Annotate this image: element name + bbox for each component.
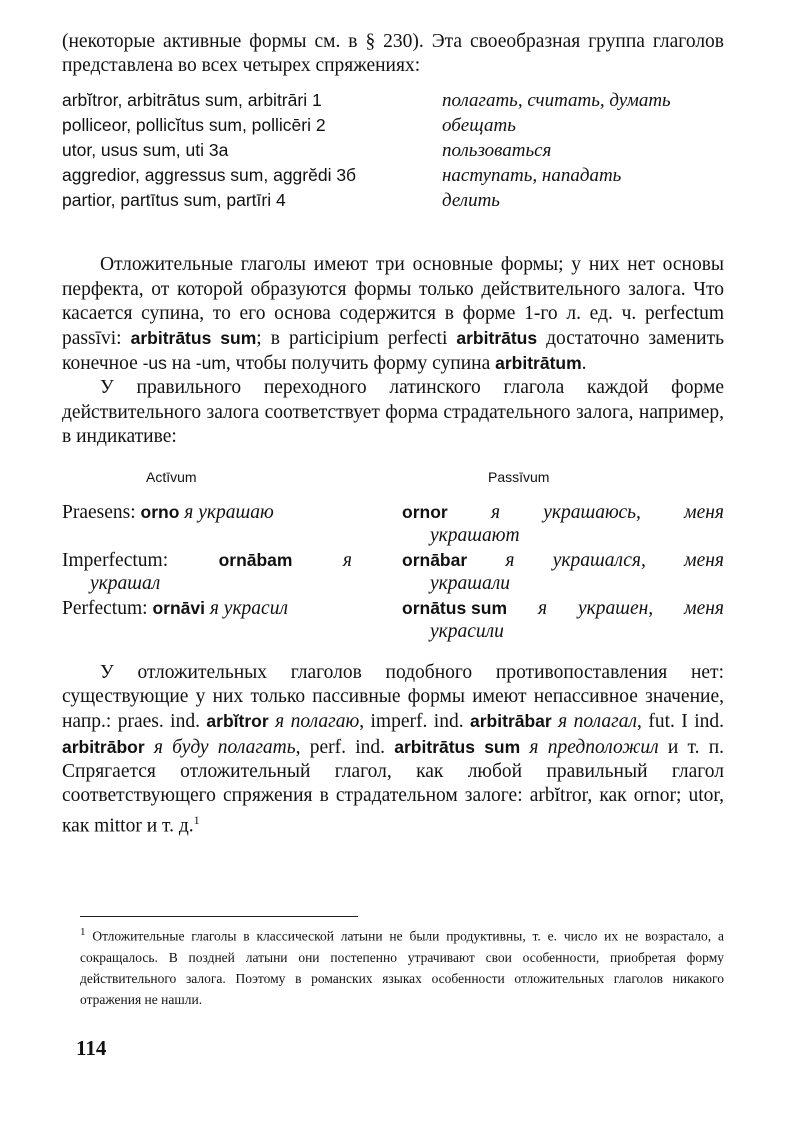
translation: украсили — [430, 621, 504, 643]
verb-row — [62, 90, 724, 115]
translation: украшаюсь, — [543, 502, 641, 524]
text-run: , imperf. ind. — [359, 711, 471, 733]
bold-term: arbitrātus sum — [130, 328, 257, 349]
term: -us — [142, 353, 167, 374]
verb-translation: пользоваться — [442, 140, 552, 162]
verb-latin: partior, partītus sum, partīri 4 — [62, 190, 286, 211]
latin-form: ornātus sum — [402, 598, 508, 619]
tense-label: Imperfectum: — [62, 550, 169, 572]
verb-translation: делить — [442, 190, 500, 212]
translation: я буду полагать — [144, 736, 296, 758]
translation: украшали — [430, 573, 510, 595]
latin-form: orno — [140, 502, 180, 523]
text-run: , perf. ind. — [295, 736, 395, 758]
bold-term: arbitrābar — [470, 711, 552, 732]
verb-translation: наступать, нападать — [442, 165, 622, 187]
translation: я предположил — [520, 736, 659, 758]
translation: я — [537, 598, 548, 620]
footnote-ref: 1 — [193, 813, 200, 828]
column-head-passive: Passīvum — [488, 469, 550, 486]
verb-row — [62, 165, 724, 190]
bold-term: arbitrātus — [456, 328, 538, 349]
text-run: на — [166, 353, 196, 375]
intro-line-1: (некоторые активные формы см. в § 230). Эта своеобразная — [62, 31, 581, 52]
translation: меня — [684, 598, 724, 620]
tense-label: Praesens: — [62, 502, 141, 524]
bold-term: arbitrābor — [62, 736, 145, 757]
active-perfectum — [62, 597, 352, 620]
tense-label: Perfectum: — [62, 598, 153, 620]
translation: украшал — [90, 573, 161, 595]
text-run: и т. п. Спрягается отложительный глагол, как любой правильный глагол соответствующего спряжения в страдательном залоге: arbĭtror, как ornor; utor, как mittor и т. д. — [62, 736, 725, 837]
bold-term: arbitrātum — [495, 353, 582, 374]
latin-form: ornāvi — [152, 598, 205, 619]
footnote-rule — [80, 916, 358, 917]
translation: украшался, — [552, 550, 646, 572]
latin-form: ornābar — [402, 550, 468, 571]
translation: я полагал — [551, 711, 638, 733]
verb-translation: полагать, считать, думать — [442, 90, 671, 112]
latin-form: ornābam — [218, 550, 293, 571]
text-run: . — [581, 353, 587, 375]
translation: я полагаю — [268, 711, 360, 733]
text-run: , чтобы получить форму супина — [225, 353, 496, 375]
intro-text — [62, 30, 724, 78]
page-number: 114 — [76, 1036, 107, 1060]
text-run: , fut. I ind. — [637, 711, 725, 733]
active-praesens — [62, 501, 352, 524]
text-run: ; в participium perfecti — [256, 328, 457, 350]
text-run: достаточно заменить конечное — [62, 328, 724, 375]
verb-row — [62, 190, 724, 215]
translation: меня — [684, 502, 724, 524]
verb-row — [62, 140, 724, 165]
verb-latin: utor, usus sum, uti 3a — [62, 140, 229, 161]
verb-translation: обещать — [442, 115, 516, 137]
translation: я украшаю — [184, 502, 274, 524]
translation: меня — [684, 550, 724, 572]
latin-form: ornor — [402, 502, 448, 523]
verb-latin: aggredior, aggressus sum, aggrĕdi 3б — [62, 165, 357, 186]
translation: украшен, — [577, 598, 654, 620]
bold-term: arbitrātus sum — [394, 736, 521, 757]
intro-line-2: группа глаголов представлена во всех четырех спряжениях: — [62, 31, 725, 77]
translation: украшают — [430, 525, 520, 547]
translation: я — [490, 502, 501, 524]
active-imperfectum — [62, 549, 352, 595]
translation: я — [342, 550, 352, 572]
page-body — [62, 30, 724, 839]
deponent-verbs-list — [62, 90, 724, 215]
passive-praesens — [402, 501, 724, 547]
paragraph-deponent-meaning — [62, 661, 724, 839]
verb-latin: arbĭtror, arbitrātus sum, arbitrāri 1 — [62, 90, 322, 111]
footnote-mark: 1 — [80, 926, 86, 938]
passive-imperfectum — [402, 549, 724, 595]
text-run: Отложительные глаголы имеют три основные формы; у них нет основы перфекта, от которой образуются формы только действительного залога. Что касается супина, то его основа содержится в форме 1-го л. ед. ч. perfectum passīvi: — [62, 254, 724, 350]
bold-term: arbĭtror — [206, 711, 269, 732]
term: -um — [195, 353, 226, 374]
verb-latin: polliceor, pollicĭtus sum, pollicēri 2 — [62, 115, 326, 136]
paragraph-forms — [62, 253, 724, 376]
translation: я — [505, 550, 515, 572]
paragraph-transitive: У правильного переходного латинского глагола каждой форме действительного залога соответствует форма страдательного залога, например, в индикативе: — [62, 377, 724, 447]
column-head-active: Actīvum — [146, 469, 197, 486]
footnote — [80, 922, 724, 1010]
translation: я украсил — [209, 598, 288, 620]
passive-perfectum — [402, 597, 724, 643]
conjugation-table — [62, 469, 724, 669]
text-run: У отложительных глаголов подобного противопоставления нет: существующие у них только пассивные формы имеют непассивное значение, напр.: praes. ind. — [62, 662, 724, 733]
footnote-text: Отложительные глаголы в классической латыни не были продуктивны, т. е. число их не возрастало, а сокращалось. В поздней латыни они постепенно утрачивают свои особенности, приобретая форму действительного залога. Поэтому в романских языках особенности отложительных глаголов никакого отражения не нашли. — [80, 928, 725, 1007]
verb-row — [62, 115, 724, 140]
